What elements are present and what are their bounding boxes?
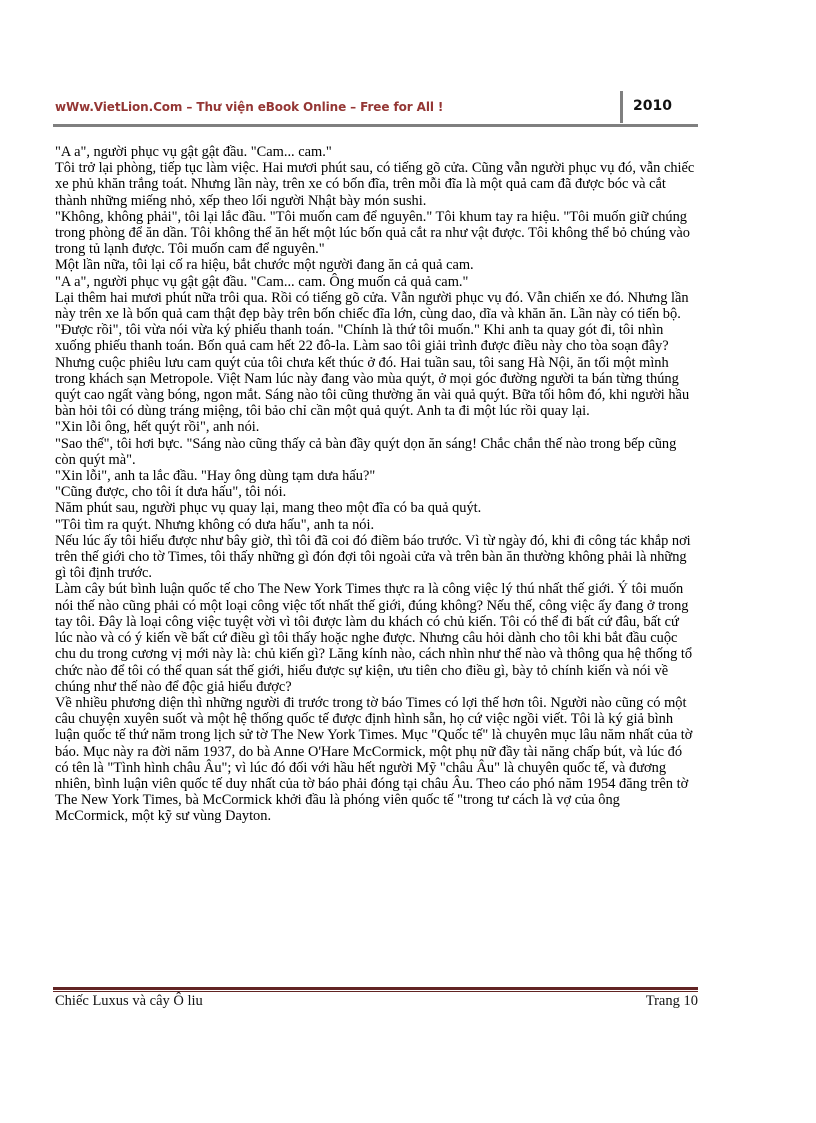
header-separator [620,91,623,123]
paragraph: Tôi trở lại phòng, tiếp tục làm việc. Hai mươi phút sau, có tiếng gõ cửa. Cũng vẫn người phục vụ đó, vẫn chiếc xe phủ khăn trắng toát. Nhưng lần này, trên xe có bốn đĩa, trên mỗi đĩa là một quả cam đã được bóc và cắt thành những miếng nhỏ, xếp theo lối người Nhật bày món sushi. [55,160,695,209]
footer-page-number: Trang 10 [645,993,698,1009]
header-year: 2010 [633,98,672,114]
header-site-title: wWw.VietLion.Com – Thư viện eBook Online – Free for All ! [55,100,444,114]
paragraph: "A a", người phục vụ gật gật đầu. "Cam... cam. Ông muốn cả quả cam." [55,273,469,290]
page-header [53,91,698,123]
body-text [55,144,695,825]
footer-book-title: Chiếc Luxus và cây Ô liu [55,993,203,1009]
paragraph: Nhưng cuộc phiêu lưu cam quýt của tôi chưa kết thúc ở đó. Hai tuần sau, tôi sang Hà Nội, ăn tối một mình trong khách sạn Metropole. Việt Nam lúc này đang vào mùa quýt, ở mọi góc đường người ta bán từng thúng quýt cao ngất vàng bóng, ngon mắt. Sáng nào tôi cũng thường ăn vài quả quýt. Bữa tối hôm đó, khi người hầu bàn hỏi tôi có dùng tráng miệng, tôi bảo chỉ cần một quả quýt. Anh ta đi một lúc rồi quay lại. [55,354,690,420]
paragraph: "Sao thế", tôi hơi bực. "Sáng nào cũng thấy cả bàn đầy quýt dọn ăn sáng! Chắc chắn thế nào trong bếp cũng còn quýt mà". [55,435,677,468]
paragraph: Nếu lúc ấy tôi hiểu được như bây giờ, thì tôi đã coi đó điềm báo trước. Vì từ ngày đó, khi đi công tác khắp nơi trên thế giới cho tờ Times, tôi thấy những gì đón đợi tôi ngoài cửa và trên bàn ăn thường không phải là những gì tôi định trước. [55,532,691,582]
paragraph: Về nhiều phương diện thì những người đi trước trong tờ báo Times có lợi thế hơn tôi. Người nào cũng có một câu chuyện xuyên suốt và một hệ thống quốc tế được định hình sẵn, họ cứ việc ngồi viết. Tôi là ký giả bình luận quốc tế thứ năm trong lịch sử tờ The New York Times. Mục "Quốc tế" là chuyên mục lâu năm nhất của tờ báo. Mục này ra đời năm 1937, do bà Anne O'Hare McCormick, một phụ nữ đầy tài năng chấp bút, và lúc đó có tên là "Tình hình châu Âu"; vì lúc đó đối với hầu hết người Mỹ "châu Âu" là chuyên quốc tế, và đương nhiên, bình luận viên quốc tế duy nhất của tờ báo phải đóng tại châu Âu. Theo cáo phó năm 1954 đăng trên tờ The New York Times, bà McCormick khởi đầu là phóng viên quốc tế "trong tư cách là vợ của ông McCormick, một kỹ sư vùng Dayton. [55,694,693,825]
paragraph: "Cũng được, cho tôi ít dưa hấu", tôi nói. [55,484,287,501]
paragraph: "Tôi tìm ra quýt. Nhưng không có dưa hấu", anh ta nói. [55,516,375,533]
paragraph: "Không, không phải", tôi lại lắc đầu. "Tôi muốn cam để nguyên." Tôi khum tay ra hiệu. "Tôi muốn giữ chúng trong phòng để ăn dần. Tôi không thể ăn hết một lúc bốn quả cắt ra như vật được. Tôi không thể bỏ chúng vào trong tủ lạnh được. Tôi muốn cam để nguyên." [55,208,690,258]
paragraph: Năm phút sau, người phục vụ quay lại, mang theo một đĩa có ba quả quýt. [55,500,482,517]
paragraph: "Xin lỗi ông, hết quýt rồi", anh nói. [55,419,260,436]
paragraph: "Được rồi", tôi vừa nói vừa ký phiếu thanh toán. "Chính là thứ tôi muốn." Khi anh ta quay gót đi, tôi nhìn xuống phiếu thanh toán. Bốn quả cam hết 22 đô-la. Làm sao tôi giải trình được điều này cho tòa soạn đây? [55,322,669,355]
paragraph: Một lần nữa, tôi lại cố ra hiệu, bắt chước một người đang ăn cả quả cam. [55,257,474,274]
paragraph: "Xin lỗi", anh ta lắc đầu. "Hay ông dùng tạm dưa hấu?" [55,468,376,485]
header-rule [53,124,698,127]
footer-rule-thick [53,987,698,990]
paragraph: Làm cây bút bình luận quốc tế cho The New York Times thực ra là công việc lý thú nhất thế giới. Ý tôi muốn nói thế nào cũng phải có một loại công việc tốt nhất thế giới, đúng không? Nếu thế, công việc ấy đang ở trong tay tôi. Đây là loại công việc tuyệt vời vì tôi được làm du khách có chủ kiến. Tôi có thể đi bất cứ đâu, bất cứ lúc nào và có ý kiến về bất cứ điều gì tôi thấy hoặc nghe được. Nhưng câu hỏi dành cho tôi khi bắt đầu cuộc chu du trong cương vị mới này là: chủ kiến gì? Lăng kính nào, cách nhìn như thế nào và thông qua hệ thống tổ chức nào để tôi có thể quan sát thế giới, hiểu được sự kiện, ưu tiên cho điều gì, bày tỏ chính kiến và nói về chúng như thế nào để độc giả hiểu được? [55,581,693,695]
paragraph: "A a", người phục vụ gật gật đầu. "Cam... cam." [55,144,332,160]
paragraph: Lại thêm hai mươi phút nữa trôi qua. Rồi có tiếng gõ cửa. Vẫn người phục vụ đó. Vẫn chiến xe đó. Nhưng lần này trên xe là bốn quả cam thật đẹp bày trên bốn chiếc đĩa lớn, cùng dao, dĩa và khăn ăn. Lần này có tiến bộ. [55,289,689,323]
footer-rule-thin [53,991,698,992]
